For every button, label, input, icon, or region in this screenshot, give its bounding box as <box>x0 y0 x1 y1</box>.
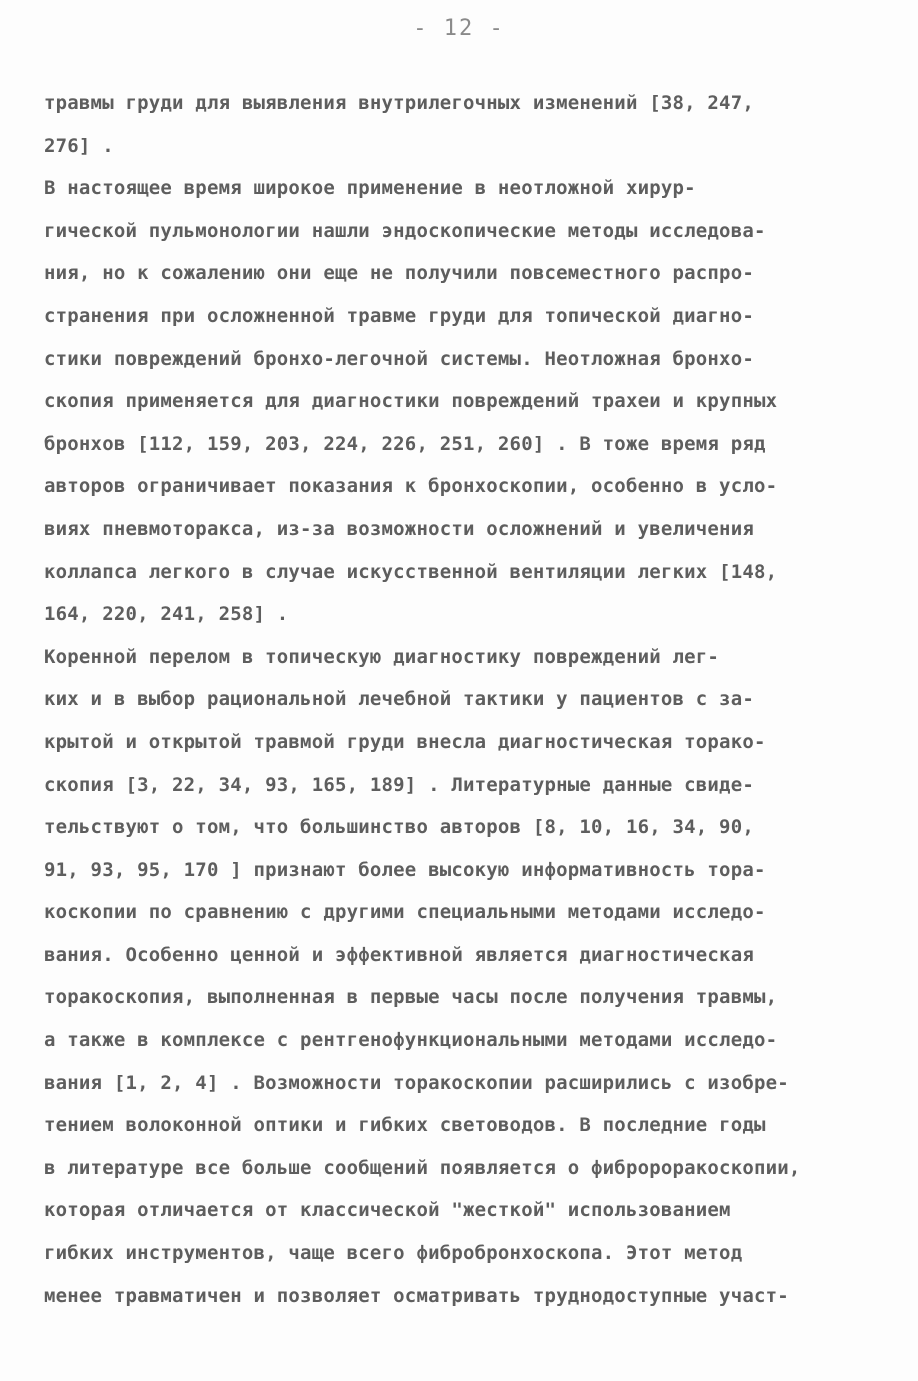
text-line: ких и в выбор рациональной лечебной тактики у пациентов с за- <box>44 688 754 711</box>
text-line: бронхов [112, 159, 203, 224, 226, 251, 260] . В тоже время ряд <box>44 432 766 455</box>
text-line: которая отличается от классической "жесткой" использованием <box>44 1199 731 1222</box>
text-line: торакоскопия, выполненная в первые часы после получения травмы, <box>44 986 778 1009</box>
text-line: виях пневмоторакса, из-за возможности осложнений и увеличения <box>44 517 754 540</box>
text-line: Коренной перелом в топическую диагностику повреждений лег- <box>44 645 720 668</box>
text-line: 91, 93, 95, 170 ] признают более высокую информативность тора- <box>44 858 766 881</box>
text-line: вания [1, 2, 4] . Возможности торакоскопии расширились с изобре- <box>44 1071 789 1094</box>
text-line: менее травматичен и позволяет осматривать труднодоступные участ- <box>44 1284 789 1307</box>
text-line: в литературе все больше сообщений появляется о фибророракоскопии, <box>44 1156 801 1179</box>
text-line: коллапса легкого в случае искусственной вентиляции легких [148, <box>44 560 778 583</box>
text-line: скопия применяется для диагностики повреждений трахеи и крупных <box>44 390 778 413</box>
text-line: крытой и открытой травмой груди внесла диагностическая торако- <box>44 730 766 753</box>
text-line: авторов ограничивает показания к бронхоскопии, особенно в усло- <box>44 475 778 498</box>
text-line: коскопии по сравнению с другими специальными методами исследо- <box>44 901 766 924</box>
text-line: травмы груди для выявления внутрилегочных изменений [38, 247, <box>44 92 754 114</box>
text-line: 164, 220, 241, 258] . <box>44 603 289 626</box>
page-number: - 12 - <box>413 16 505 41</box>
text-line: В настоящее время широкое применение в неотложной хирур- <box>44 177 696 200</box>
text-line: ния, но к сожалению они еще не получили повсеместного распро- <box>44 262 754 285</box>
text-line: а также в комплексе с рентгенофункциональными методами исследо- <box>44 1029 778 1052</box>
text-line: тением волоконной оптики и гибких световодов. В последние годы <box>44 1114 766 1137</box>
text-line: вания. Особенно ценной и эффективной является диагностическая <box>44 943 754 966</box>
text-line: гибких инструментов, чаще всего фибробронхоскопа. Этот метод <box>44 1242 743 1265</box>
text-line: гической пульмонологии нашли эндоскопические методы исследова- <box>44 219 766 242</box>
text-line: стики повреждений бронхо-легочной системы. Неотложная бронхо- <box>44 347 754 370</box>
text-line: 276] . <box>44 134 114 157</box>
text-line: странения при осложненной травме груди для топической диагно- <box>44 304 754 327</box>
text-line: скопия [3, 22, 34, 93, 165, 189] . Литературные данные свиде- <box>44 773 754 796</box>
body-text <box>44 82 874 1317</box>
text-line: тельствуют о том, что большинство авторов [8, 10, 16, 34, 90, <box>44 816 754 839</box>
